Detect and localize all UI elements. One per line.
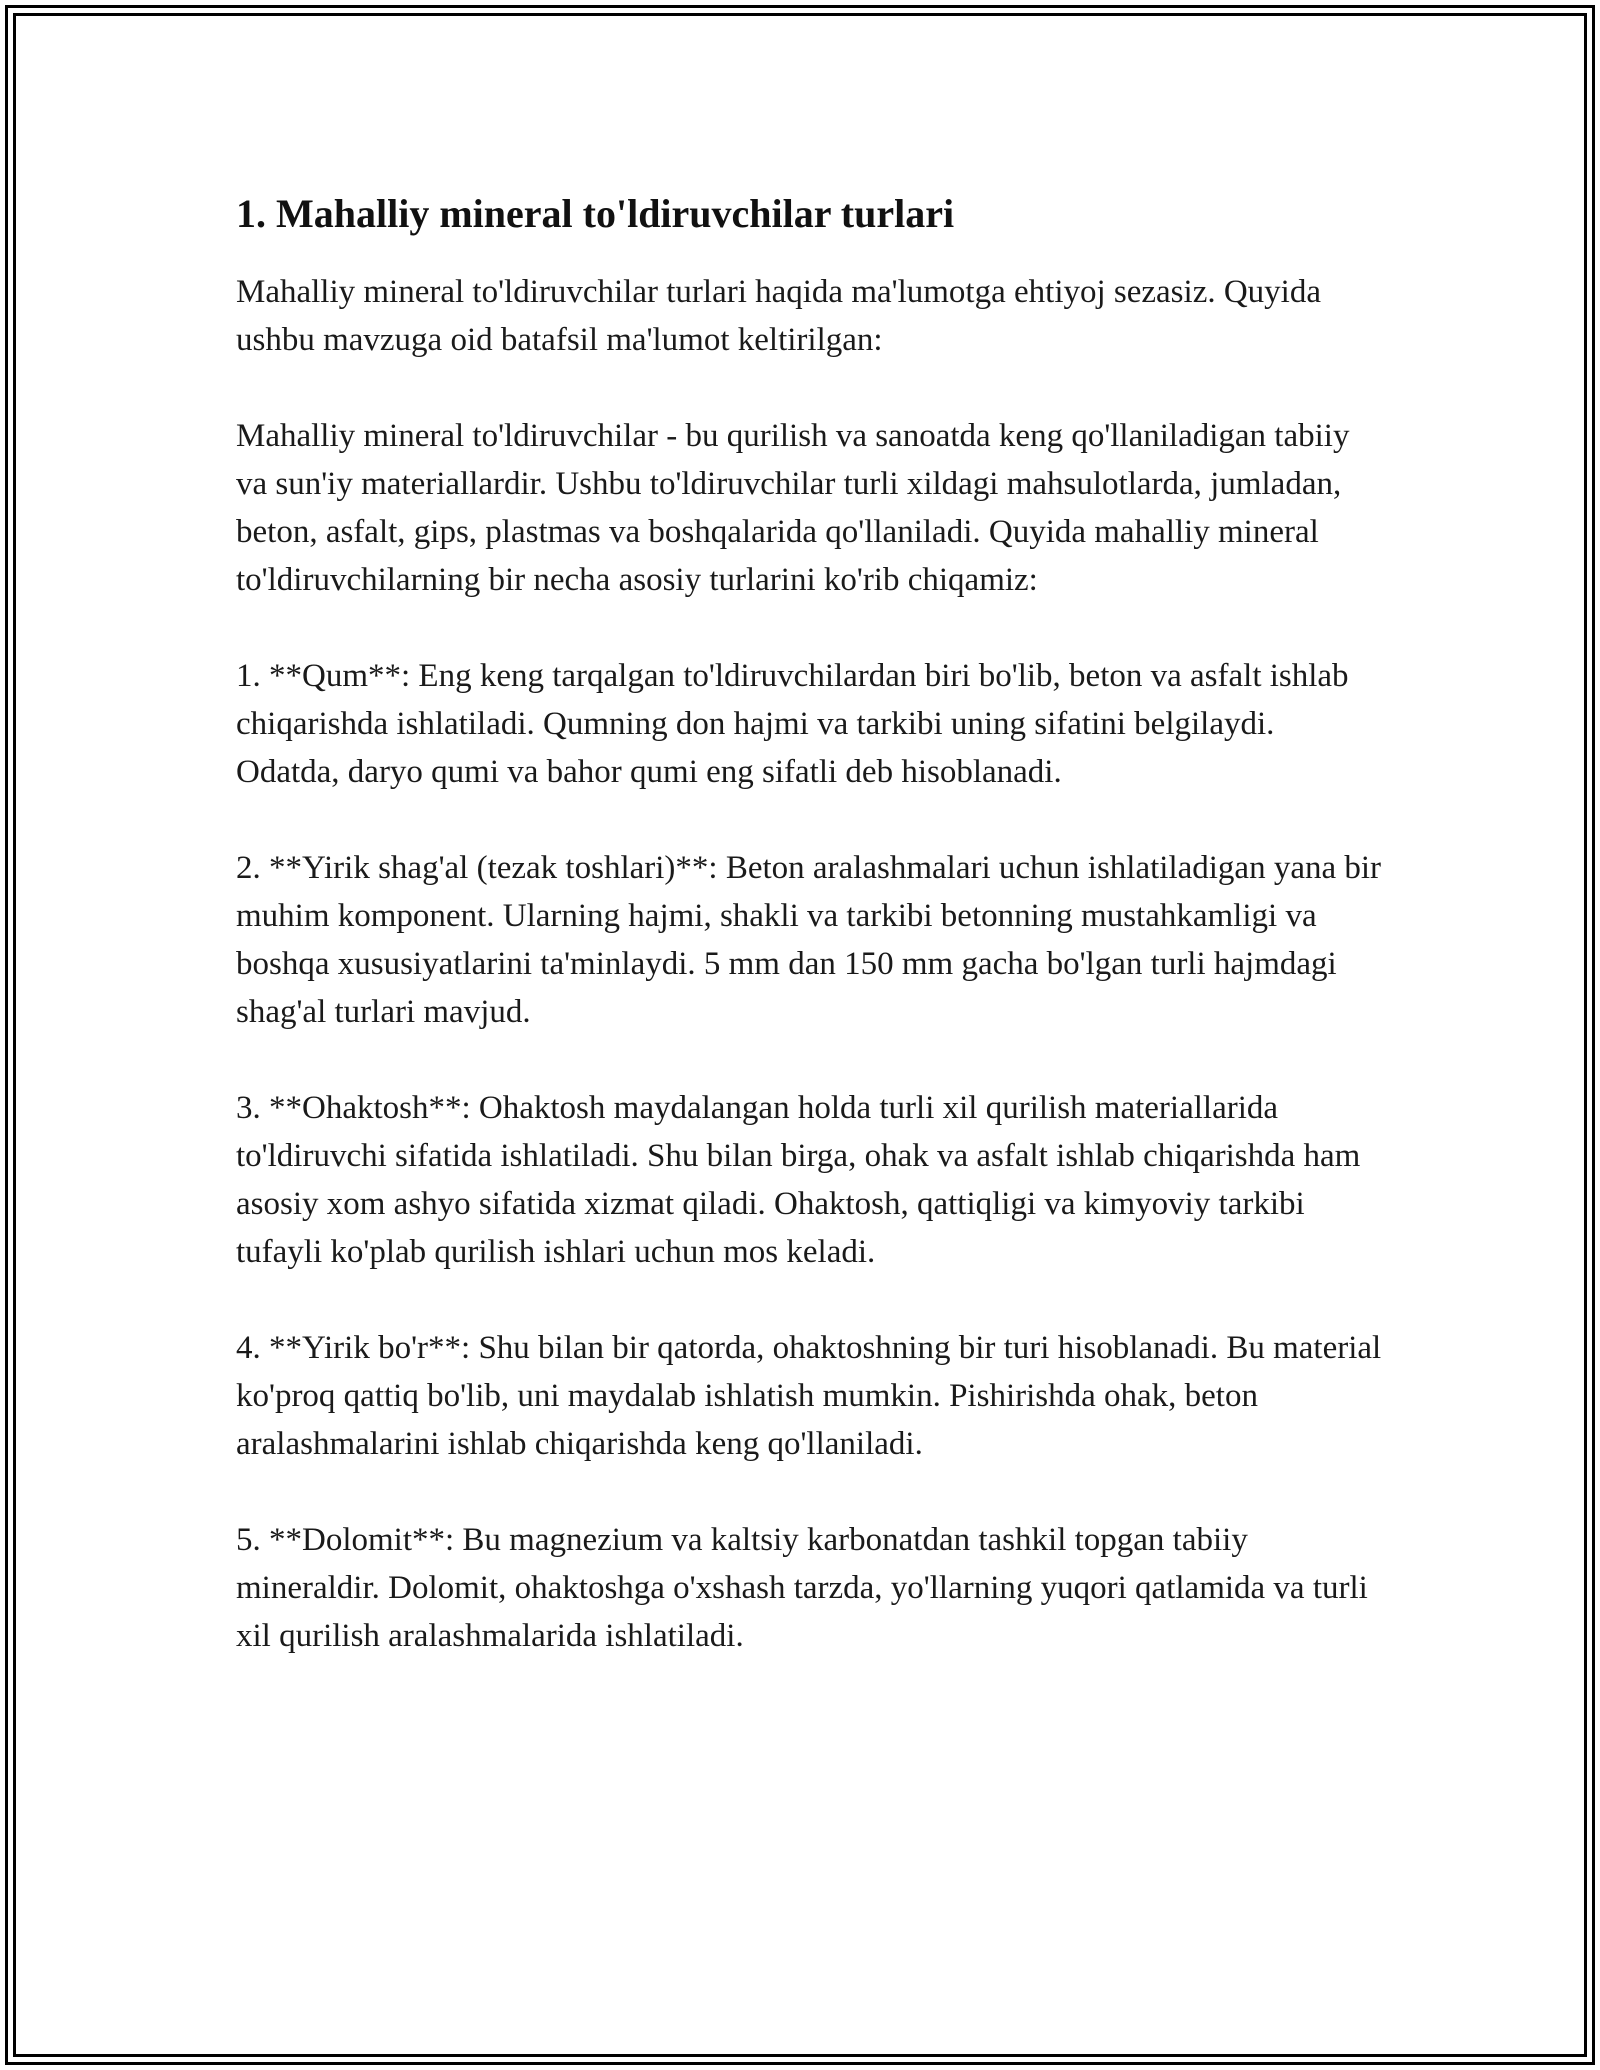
list-item-dolomit: 5. **Dolomit**: Bu magnezium va kaltsiy karbonatdan tashkil topgan tabiiy mineraldir. Dolomit, ohaktoshga o'xshash tarzda, yo'llarning yuqori qatlamida va turli xil qurilish aralashmalarida ishlatiladi. [236,1522,1368,1654]
intro-paragraph: Mahalliy mineral to'ldiruvchilar turlari haqida ma'lumotga ehtiyoj sezasiz. Quyida ushbu mavzuga oid batafsil ma'lumot keltirilgan: [236,274,1321,358]
list-item-bor: 4. **Yirik bo'r**: Shu bilan bir qatorda, ohaktoshning bir turi hisoblanadi. Bu material ko'proq qattiq bo'lib, uni maydalab ishlatish mumkin. Pishirishda ohak, beton aralashmalarini ishlab chiqarishda keng qo'llaniladi. [236,1330,1382,1462]
list-item-qum: 1. **Qum**: Eng keng tarqalgan to'ldiruvchilardan biri bo'lib, beton va asfalt ishlab chiqarishda ishlatiladi. Qumning don hajmi va tarkibi uning sifatini belgilaydi. Odatda, daryo qumi va bahor qumi eng sifatli deb hisoblanadi. [236,658,1349,790]
document-body [236,184,1386,1660]
list-item-shagal: 2. **Yirik shag'al (tezak toshlari)**: Beton aralashmalari uchun ishlatiladigan yana bir muhim komponent. Ularning hajmi, shakli va tarkibi betonning mustahkamligi va boshqa xususiyatlarini ta'minlaydi. 5 mm dan 150 mm gacha bo'lgan turli hajmdagi shag'al turlari mavjud. [236,850,1382,1030]
page-title: 1. Mahalliy mineral to'ldiruvchilar turlari [236,191,955,236]
definition-paragraph: Mahalliy mineral to'ldiruvchilar - bu qurilish va sanoatda keng qo'llaniladigan tabiiy va sun'iy materiallardir. Ushbu to'ldiruvchilar turli xildagi mahsulotlarda, jumladan, beton, asfalt, gips, plastmas va boshqalarida qo'llaniladi. Quyida mahalliy mineral to'ldiruvchilarning bir necha asosiy turlarini ko'rib chiqamiz: [236,418,1350,598]
list-item-ohaktosh: 3. **Ohaktosh**: Ohaktosh maydalangan holda turli xil qurilish materiallarida to'ldiruvchi sifatida ishlatiladi. Shu bilan birga, ohak va asfalt ishlab chiqarishda ham asosiy xom ashyo sifatida xizmat qiladi. Ohaktosh, qattiqligi va kimyoviy tarkibi tufayli ko'plab qurilish ishlari uchun mos keladi. [236,1090,1361,1270]
